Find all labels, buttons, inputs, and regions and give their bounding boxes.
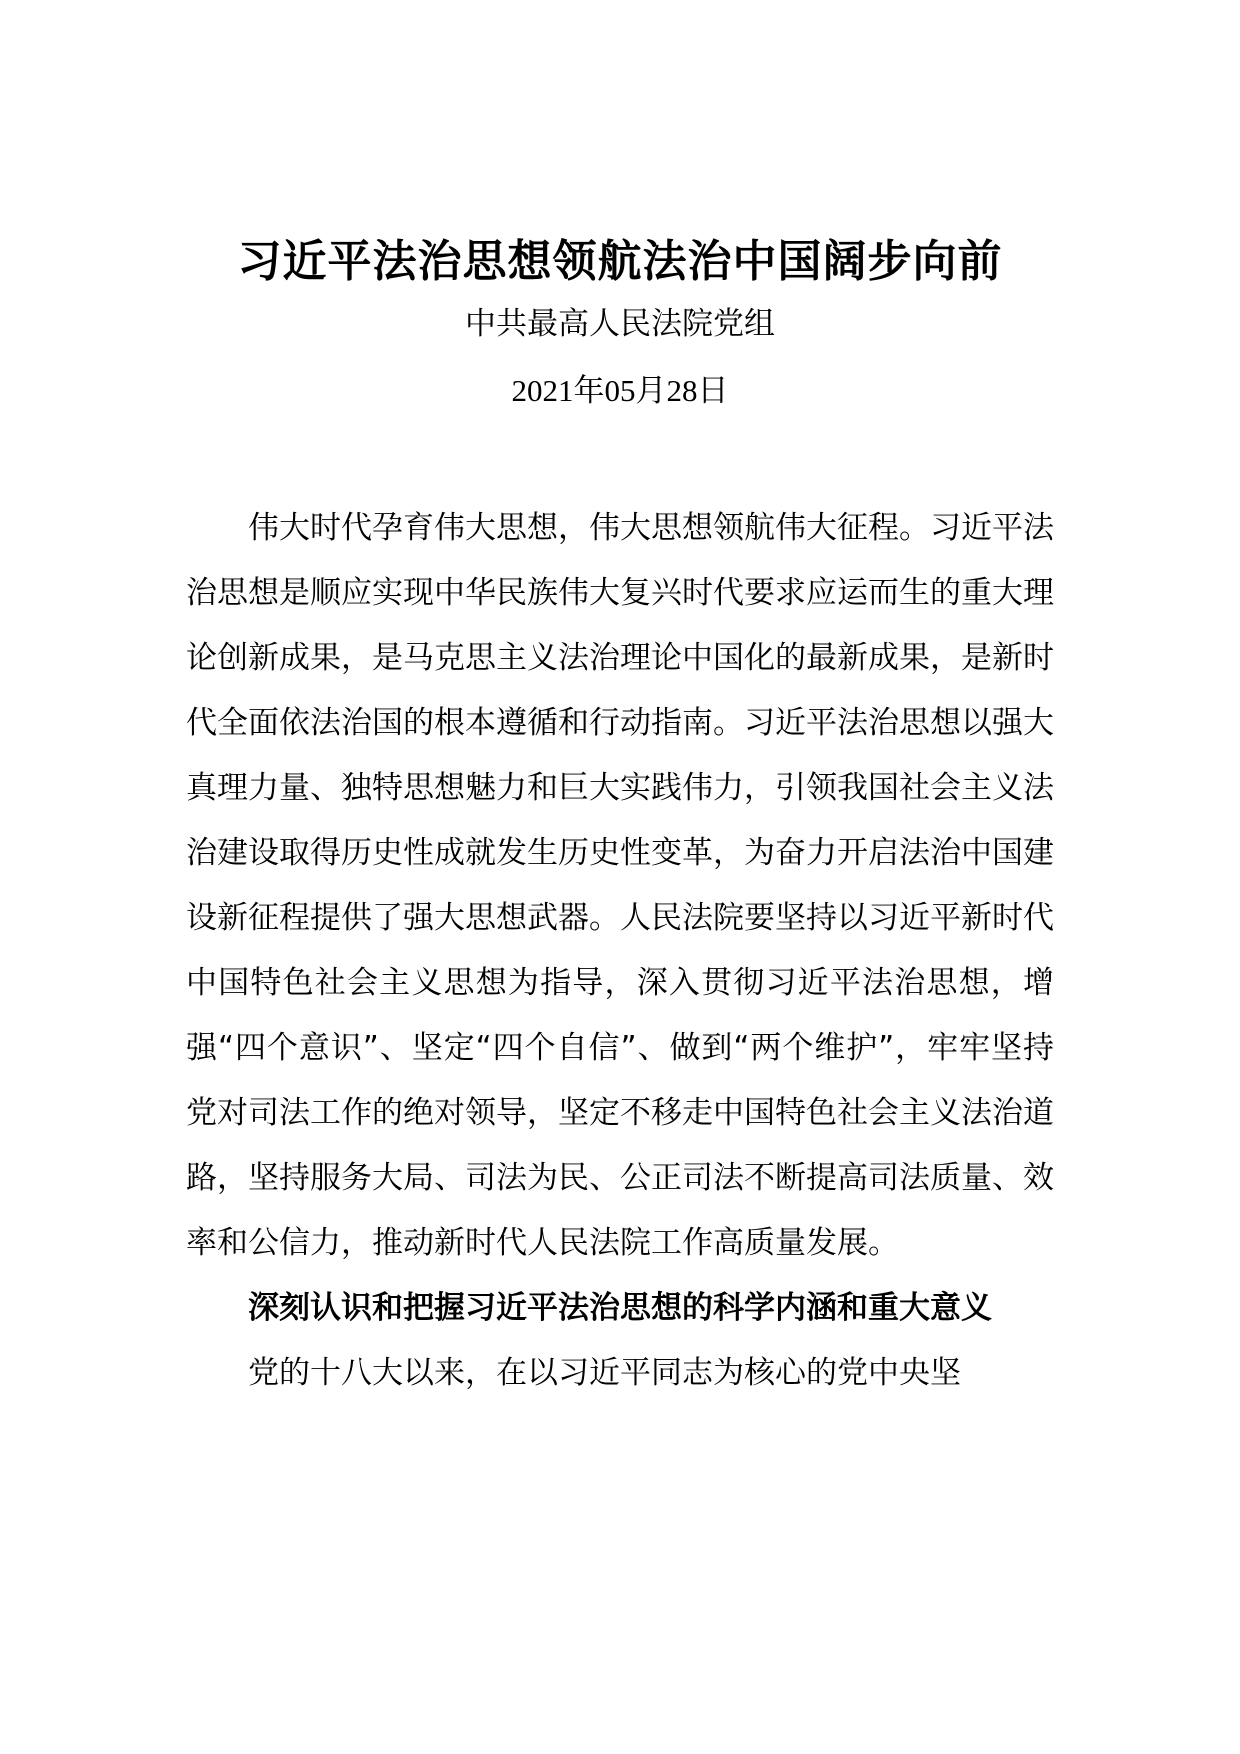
document-date: 2021年05月28日 [511,373,729,408]
document-title: 习近平法治思想领航法治中国阔步向前 [237,236,1003,287]
document-author: 中共最高人民法院党组 [465,306,775,342]
section-heading: 深刻认识和把握习近平法治思想的科学内涵和重大意义 [248,1290,992,1326]
body-paragraph: 伟大时代孕育伟大思想，伟大思想领航伟大征程。习近平法治思想是顺应实现中华民族伟大复兴时代要求应运而生的重大理论创新成果，是马克思主义法治理论中国化的最新成果，是新时代全面依法治国的根本遵循和行动指南。习近平法治思想以强大真理力量、独特思想魅力和巨大实践伟力，引领我国社会主义法治建设取得历史性成就发生历史性变革，为奋力开启法治中国建设新征程提供了强大思想武器。人民法院要坚持以习近平新时代中国特色社会主义思想为指导，深入贯彻习近平法治思想，增强“四个意识”、坚定“四个自信”、做到“两个维护”，牢牢坚持党对司法工作的绝对领导，坚定不移走中国特色社会主义法治道路，坚持服务大局、司法为民、公正司法不断提高司法质量、效率和公信力，推动新时代人民法院工作高质量发展。 [186,510,1054,1261]
document-body [186,496,1054,1406]
body-paragraph: 党的十八大以来，在以习近平同志为核心的党中央坚 [248,1355,961,1391]
